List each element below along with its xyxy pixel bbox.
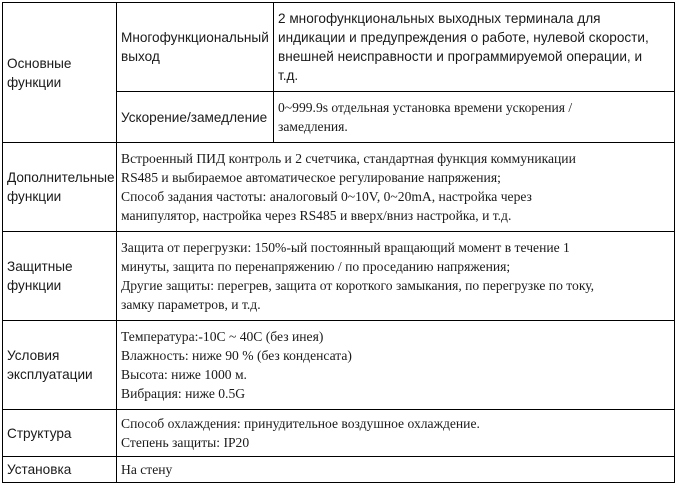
value-line: Влажность: ниже 90 % (без конденсата) bbox=[121, 348, 352, 363]
value-cell bbox=[117, 321, 675, 410]
subcategory-cell bbox=[117, 3, 274, 92]
category-label: Установка bbox=[7, 462, 72, 477]
value-cell bbox=[117, 457, 675, 483]
subcategory-label: Многофункциональный выход bbox=[121, 30, 269, 64]
category-cell bbox=[3, 232, 117, 321]
value-line: Другие защиты: перегрев, защита от короткого замыкания, по перегрузке по току, bbox=[121, 278, 595, 293]
category-label: Защитные функции bbox=[7, 259, 73, 293]
value-cell bbox=[274, 92, 675, 143]
value-cell bbox=[117, 410, 675, 457]
specifications-table bbox=[2, 2, 675, 483]
value-line: замку параметров, и т.д. bbox=[121, 297, 261, 312]
category-label: Структура bbox=[7, 425, 72, 441]
value-cell bbox=[117, 143, 675, 232]
category-cell bbox=[3, 143, 117, 232]
category-cell bbox=[3, 410, 117, 457]
value-line: Вибрация: ниже 0.5G bbox=[121, 386, 246, 401]
category-cell bbox=[3, 321, 117, 410]
category-cell bbox=[3, 3, 117, 143]
table-row bbox=[3, 321, 675, 410]
value-line: Защита от перегрузки: 150%-ый постоянный вращающий момент в течение 1 bbox=[121, 240, 570, 255]
value-line: Способ задания частоты: аналоговый 0~10V, 0~20mA, настройка через bbox=[121, 189, 532, 204]
table-row bbox=[3, 410, 675, 457]
table-row bbox=[3, 3, 675, 92]
category-label: Дополнительные функции bbox=[7, 170, 115, 204]
value-text: 2 многофункциональных выходных терминала для индикации и предупреждения о работе, нулевой скорости, внешней неисправности и программируемой операции, и т.д. bbox=[278, 11, 649, 83]
table-row bbox=[3, 232, 675, 321]
value-text: 0~999.9s отдельная установка времени ускорения / замедления. bbox=[278, 100, 573, 134]
subcategory-label: Ускорение/замедление bbox=[121, 109, 268, 125]
value-line: минуты, защита по перенапряжению / по проседанию напряжения; bbox=[121, 259, 511, 274]
value-line: манипулятор, настройка через RS485 и вверх/вниз настройка, и т.д. bbox=[121, 208, 512, 223]
value-cell bbox=[274, 3, 675, 92]
category-cell bbox=[3, 457, 117, 483]
value-line: Высота: ниже 1000 м. bbox=[121, 367, 247, 382]
subcategory-cell bbox=[117, 92, 274, 143]
value-line: RS485 и выбираемое автоматическое регулирование напряжения; bbox=[121, 170, 501, 185]
table-row bbox=[3, 457, 675, 483]
value-line: Встроенный ПИД контроль и 2 счетчика, стандартная функция коммуникации bbox=[121, 151, 576, 166]
category-label: Основные функции bbox=[7, 55, 72, 90]
value-line: Температура:-10C ~ 40C (без инея) bbox=[121, 329, 324, 344]
value-line: На стену bbox=[121, 462, 173, 477]
category-label: Условия эксплуатации bbox=[7, 348, 93, 382]
value-cell bbox=[117, 232, 675, 321]
table-row bbox=[3, 143, 675, 232]
value-line: Степень защиты: IP20 bbox=[121, 435, 250, 450]
value-line: Способ охлаждения: принудительное воздушное охлаждение. bbox=[121, 416, 480, 431]
